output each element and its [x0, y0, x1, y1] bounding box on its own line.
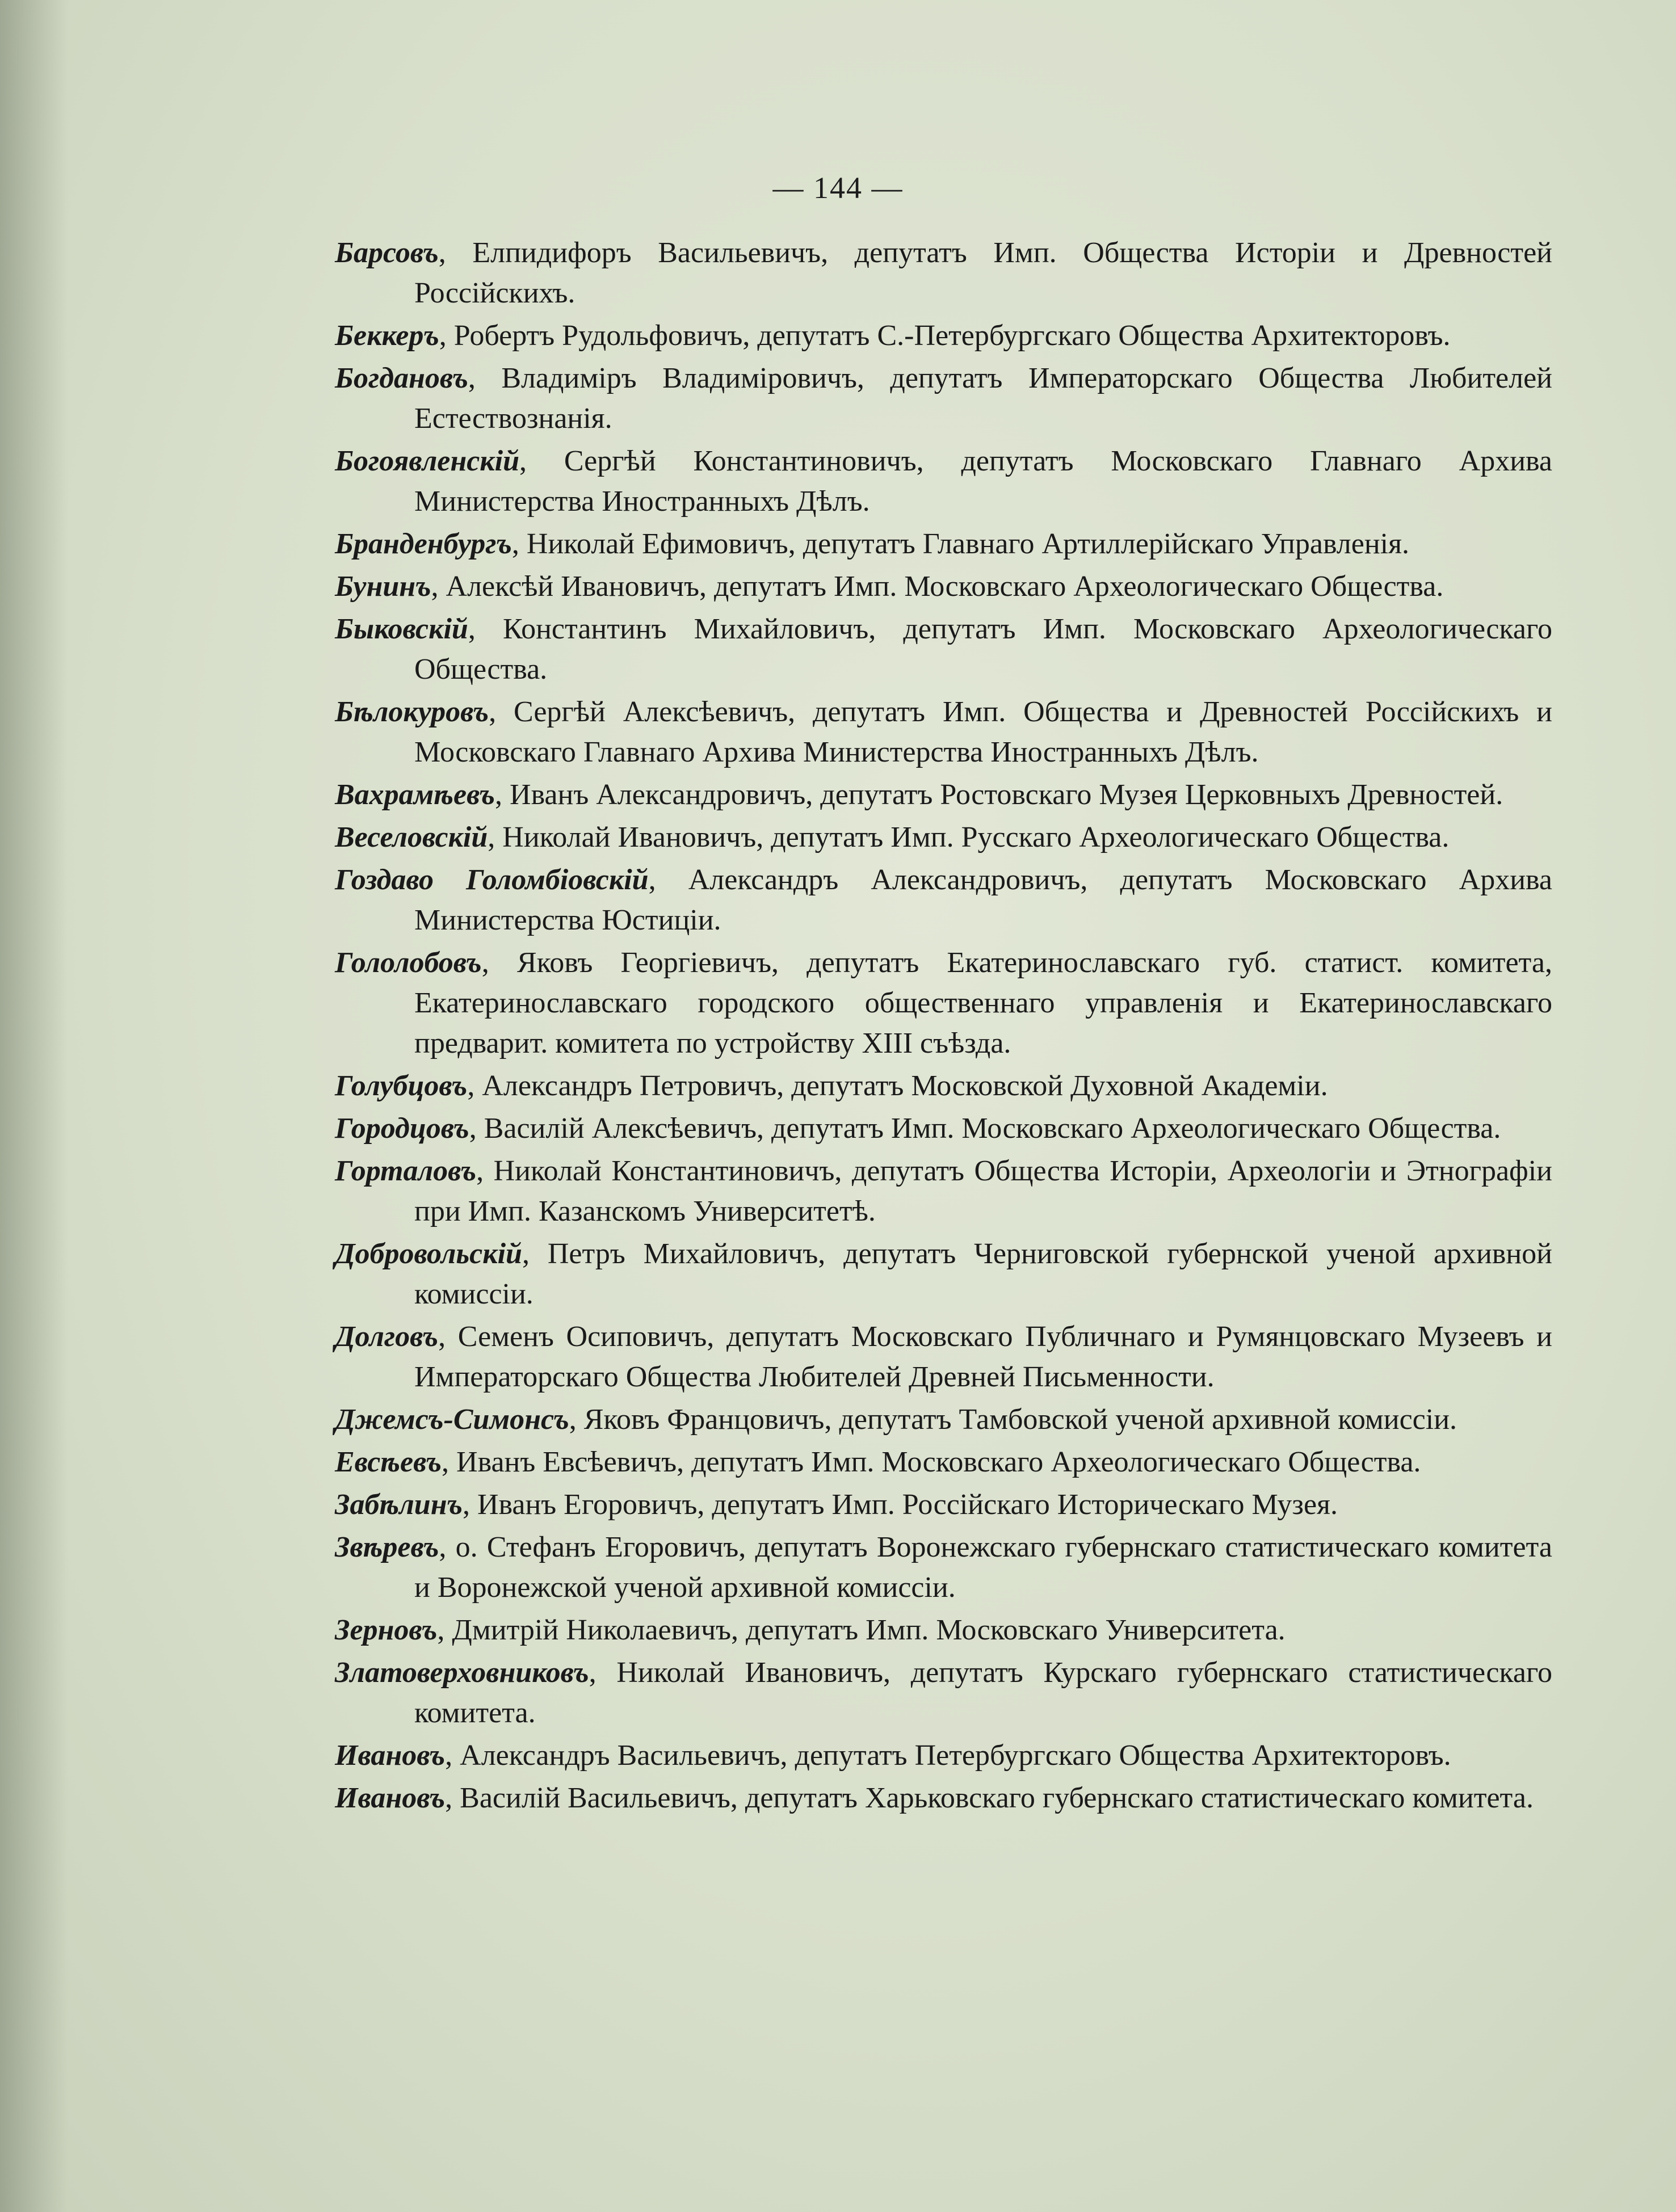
entry-details: , Робертъ Рудольфовичъ, депутатъ С.-Петербургскаго Общества Архитекторовъ. — [439, 319, 1451, 352]
list-item — [335, 860, 1552, 940]
entry-details: , Яковъ Францовичъ, депутатъ Тамбовской ученой архивной комиссіи. — [569, 1403, 1457, 1436]
entry-surname: Ивановъ — [335, 1782, 446, 1814]
list-item — [335, 1108, 1552, 1149]
entry-details: , Иванъ Егоровичъ, депутатъ Имп. Россійскаго Историческаго Музея. — [462, 1488, 1338, 1521]
entry-details: , Николай Ефимовичъ, депутатъ Главнаго Артиллерійскаго Управленія. — [511, 528, 1410, 560]
entry-details: , Николай Константиновичъ, депутатъ Общества Исторіи, Археологіи и Этнографіи при Имп. Казанскомъ Университетѣ. — [414, 1155, 1552, 1227]
page-number: — 144 — — [772, 171, 904, 205]
entry-surname: Забѣлинъ — [335, 1488, 463, 1521]
list-item — [335, 1735, 1552, 1776]
entry-surname: Бѣлокуровъ — [335, 696, 489, 728]
list-item — [335, 1485, 1552, 1525]
list-item — [335, 1778, 1552, 1818]
entry-details: , о. Стефанъ Егоровичъ, депутатъ Воронежскаго губернскаго статистическаго комитета и Воронежской ученой архивной комиссіи. — [414, 1531, 1552, 1604]
entry-details: , Дмитрій Николаевичъ, депутатъ Имп. Московскаго Университета. — [437, 1614, 1286, 1646]
entry-details: , Александръ Петровичъ, депутатъ Московской Духовной Академіи. — [467, 1070, 1328, 1102]
entry-surname: Зерновъ — [335, 1614, 438, 1646]
list-item — [335, 692, 1552, 772]
list-item — [335, 1610, 1552, 1650]
entry-details: , Владиміръ Владиміровичъ, депутатъ Императорскаго Общества Любителей Естествознанія. — [414, 362, 1552, 435]
list-item — [335, 609, 1552, 689]
entry-surname: Барсовъ — [335, 237, 439, 269]
entry-surname: Беккеръ — [335, 319, 439, 352]
entry-surname: Джемсъ-Симонсъ — [335, 1403, 569, 1436]
entry-details: , Петръ Михайловичъ, депутатъ Черниговской губернской ученой архивной комиссіи. — [414, 1238, 1552, 1310]
entry-surname: Богоявленскій — [335, 445, 519, 477]
entry-surname: Вахрамѣевъ — [335, 779, 495, 811]
list-item — [335, 358, 1552, 439]
list-item — [335, 1151, 1552, 1231]
entry-surname: Гололобовъ — [335, 947, 482, 979]
entry-surname: Долговъ — [335, 1321, 439, 1353]
entry-details: , Иванъ Евсѣевичъ, депутатъ Имп. Московскаго Археологическаго Общества. — [442, 1446, 1421, 1478]
list-item — [335, 1527, 1552, 1608]
entry-surname: Звѣревъ — [335, 1531, 439, 1563]
entry-surname: Богдановъ — [335, 362, 468, 394]
list-item — [335, 943, 1552, 1063]
entry-surname: Веселовскій — [335, 821, 488, 853]
entry-details: , Николай Ивановичъ, депутатъ Имп. Русскаго Археологическаго Общества. — [488, 821, 1450, 853]
entry-details: , Елпидифоръ Васильевичъ, депутатъ Имп. Общества Исторіи и Древностей Россійскихъ. — [414, 237, 1552, 309]
list-item — [335, 316, 1552, 356]
entry-surname: Гоздаво Голомбіовскій — [335, 864, 649, 896]
list-item — [335, 1317, 1552, 1397]
entry-details: , Сергѣй Константиновичъ, депутатъ Московскаго Главнаго Архива Министерства Иностранныхъ Дѣлъ. — [414, 445, 1552, 518]
list-item — [335, 1234, 1552, 1314]
entry-surname: Голубцовъ — [335, 1070, 468, 1102]
list-item — [335, 566, 1552, 607]
entry-surname: Златоверховниковъ — [335, 1656, 589, 1689]
list-item — [335, 1442, 1552, 1482]
entry-surname: Добровольскій — [335, 1238, 522, 1270]
entry-details: , Константинъ Михайловичъ, депутатъ Имп. Московскаго Археологическаго Общества. — [414, 613, 1552, 686]
deputies-list — [335, 233, 1552, 1820]
list-item — [335, 1066, 1552, 1106]
entry-details: , Семенъ Осиповичъ, депутатъ Московскаго Публичнаго и Румянцовскаго Музеевъ и Императорскаго Общества Любителей Древней Письменности. — [414, 1321, 1552, 1393]
entry-surname: Быковскій — [335, 613, 468, 645]
entry-details: , Сергѣй Алексѣевичъ, депутатъ Имп. Общества и Древностей Россійскихъ и Московскаго Главнаго Архива Министерства Иностранныхъ Дѣлъ. — [414, 696, 1552, 768]
list-item — [335, 1652, 1552, 1733]
list-item — [335, 1399, 1552, 1440]
list-item — [335, 441, 1552, 522]
list-item — [335, 233, 1552, 313]
binding-shadow — [0, 0, 68, 2212]
entry-details: , Яковъ Георгіевичъ, депутатъ Екатеринославскаго губ. статист. комитета, Екатеринославскаго городского общественнаго управленія и Екатеринославскаго предварит. комитета по устройству XIII съѣзда. — [414, 947, 1552, 1059]
entry-details: , Василій Алексѣевичъ, депутатъ Имп. Московскаго Археологическаго Общества. — [469, 1112, 1501, 1145]
entry-details: , Николай Ивановичъ, депутатъ Курскаго губернскаго статистическаго комитета. — [414, 1656, 1552, 1729]
entry-details: , Иванъ Александровичъ, депутатъ Ростовскаго Музея Церковныхъ Древностей. — [495, 779, 1503, 811]
entry-details: , Александръ Васильевичъ, депутатъ Петербургскаго Общества Архитекторовъ. — [445, 1739, 1451, 1772]
entry-surname: Ивановъ — [335, 1739, 446, 1772]
entry-surname: Бранденбургъ — [335, 528, 512, 560]
entry-details: , Василій Васильевичъ, депутатъ Харьковскаго губернскаго статистическаго комитета. — [445, 1782, 1534, 1814]
list-item — [335, 775, 1552, 815]
list-item — [335, 817, 1552, 857]
entry-surname: Городцовъ — [335, 1112, 469, 1145]
entry-surname: Горталовъ — [335, 1155, 477, 1187]
entry-details: , Александръ Александровичъ, депутатъ Московскаго Архива Министерства Юстиціи. — [414, 864, 1552, 936]
list-item — [335, 524, 1552, 564]
entry-surname: Евсѣевъ — [335, 1446, 442, 1478]
entry-details: , Алексѣй Ивановичъ, депутатъ Имп. Московскаго Археологическаго Общества. — [431, 570, 1444, 603]
entry-surname: Бунинъ — [335, 570, 431, 603]
